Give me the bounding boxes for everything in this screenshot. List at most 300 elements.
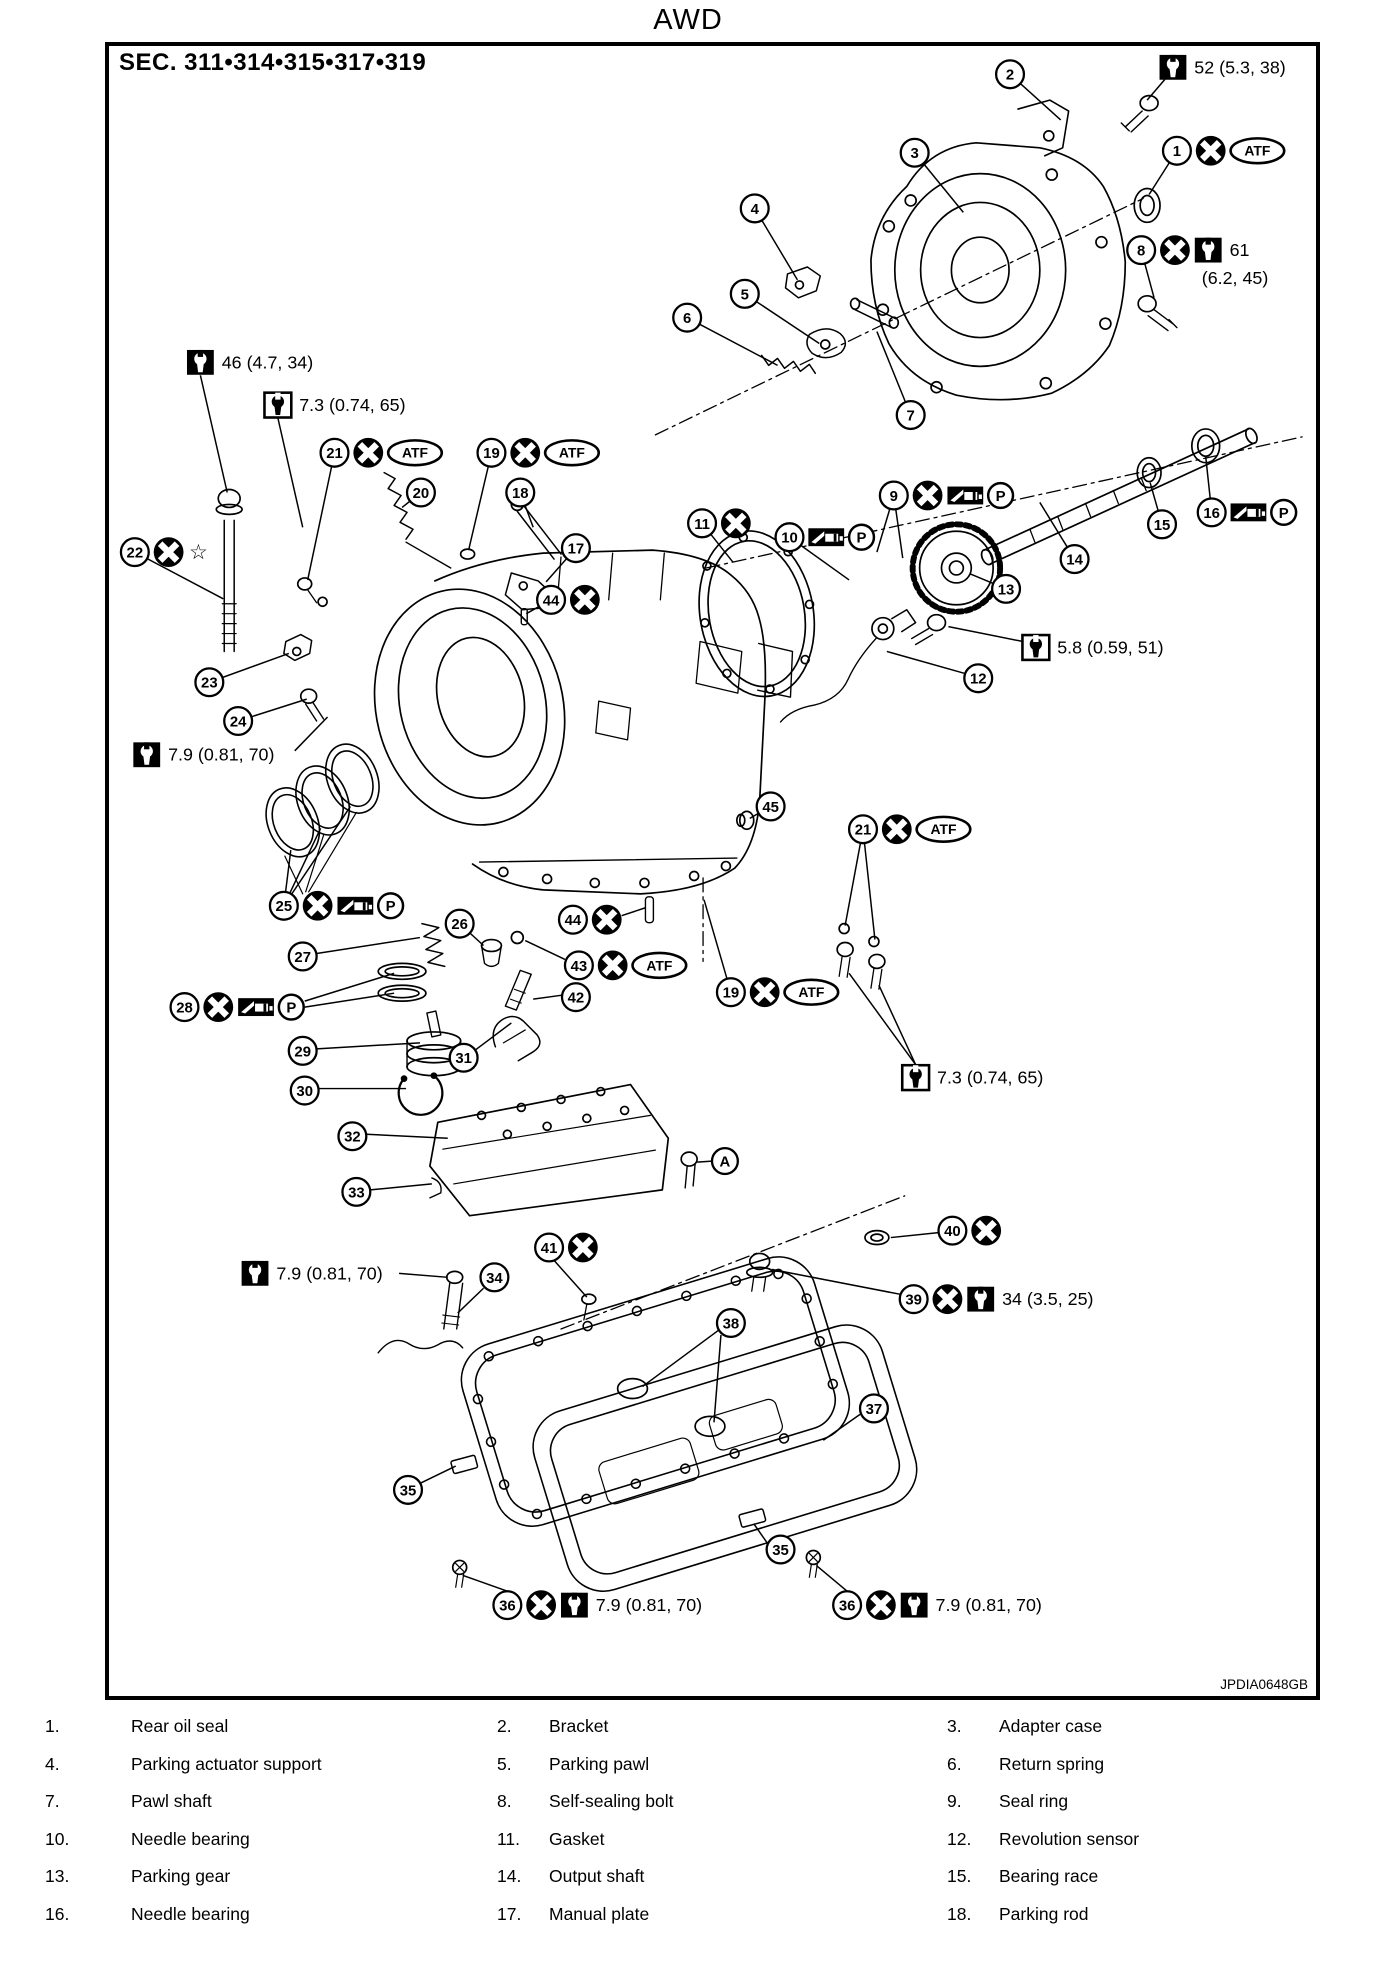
oil-pan	[524, 1316, 926, 1601]
callout-number	[880, 482, 908, 510]
svg-text:36: 36	[838, 1598, 856, 1615]
callout-number	[849, 815, 877, 843]
callout-number	[939, 1217, 967, 1245]
callout-number	[493, 1591, 521, 1619]
callout-number	[562, 534, 590, 562]
callout-number	[171, 993, 199, 1021]
callout-31	[450, 1023, 512, 1072]
leader-line	[200, 375, 227, 492]
callout-number	[394, 1476, 422, 1504]
callout-number	[1127, 236, 1155, 264]
atf-icon	[633, 953, 687, 978]
svg-text:38: 38	[722, 1316, 740, 1333]
torque-wrench-box-icon	[1022, 635, 1049, 660]
callout-43	[525, 941, 686, 981]
svg-text:44: 44	[542, 593, 560, 610]
svg-text:P: P	[286, 1000, 297, 1017]
callout-35	[394, 1466, 456, 1504]
callout-number	[897, 401, 925, 429]
callout-number	[535, 1234, 563, 1262]
leader-line	[622, 908, 646, 916]
callout-38	[642, 1309, 744, 1422]
torque-spec-text: 7.9 (0.81, 70)	[595, 1595, 703, 1616]
torque-wrench-icon	[967, 1287, 994, 1312]
part-number: 12.	[947, 1828, 972, 1849]
svg-text:13: 13	[997, 582, 1015, 599]
torque-wrench-icon	[133, 742, 160, 767]
torque-spec-text: 34 (3.5, 25)	[1002, 1289, 1094, 1310]
small-fittings	[298, 549, 475, 606]
callout-number	[121, 538, 149, 566]
part-name: Output shaft	[549, 1866, 645, 1887]
svg-text:14: 14	[1066, 552, 1083, 569]
svg-text:ATF: ATF	[1244, 142, 1271, 159]
callout-39	[772, 1269, 1094, 1314]
leader-line	[533, 995, 562, 999]
part-name: Needle bearing	[131, 1903, 250, 1924]
callout-35	[754, 1524, 795, 1564]
part-item	[447, 1716, 897, 1754]
svg-text:ATF: ATF	[798, 984, 825, 1001]
leader-line	[525, 941, 565, 960]
output-shaft	[979, 427, 1259, 567]
leader-line	[308, 453, 335, 580]
callout-22	[121, 537, 223, 599]
svg-text:45: 45	[762, 799, 779, 816]
part-number: 9.	[947, 1791, 962, 1812]
svg-text:4: 4	[750, 201, 759, 218]
torque-spec-text: 7.9 (0.81, 70)	[276, 1263, 383, 1284]
torque-spec-text: (6.2, 45)	[1201, 267, 1269, 288]
svg-text:29: 29	[294, 1044, 312, 1061]
replace-icon	[866, 1590, 896, 1620]
svg-text:30: 30	[296, 1084, 313, 1101]
replace-icon	[721, 508, 751, 538]
svg-text:P: P	[1278, 505, 1289, 522]
callout-30	[291, 1077, 406, 1105]
replace-icon	[570, 585, 600, 615]
replace-icon	[750, 977, 780, 1007]
svg-text:P: P	[385, 899, 396, 916]
part-number: 7.	[45, 1791, 60, 1812]
callout-number	[900, 1285, 928, 1313]
svg-text:ATF: ATF	[930, 821, 957, 838]
svg-text:10: 10	[781, 530, 798, 547]
atf-icon	[917, 817, 971, 842]
leader-line	[849, 973, 916, 1064]
bearing-race	[1137, 458, 1161, 488]
callout-number	[964, 664, 992, 692]
part-number: 13.	[45, 1866, 70, 1887]
leader-line	[863, 829, 875, 939]
callout-1	[1149, 136, 1284, 195]
callout-number	[565, 951, 593, 979]
part-number: 10.	[45, 1828, 70, 1849]
part-name: Revolution sensor	[999, 1828, 1140, 1849]
part-item	[447, 1754, 897, 1792]
callout-2	[996, 60, 1061, 120]
atf-icon	[785, 980, 839, 1005]
part-number: 5.	[497, 1753, 512, 1774]
part-number: 18.	[947, 1903, 972, 1924]
part-item	[897, 1829, 1376, 1867]
leader-line	[476, 1023, 512, 1050]
callout-7	[877, 332, 925, 429]
callout-A	[697, 1148, 738, 1174]
part-item	[897, 1904, 1376, 1942]
part-number: 8.	[497, 1791, 512, 1812]
atf-icon	[388, 440, 442, 465]
callout-44	[526, 585, 600, 615]
callout-44	[559, 905, 645, 935]
callout-number	[270, 892, 298, 920]
callout-21	[308, 438, 442, 580]
callout-16	[1198, 457, 1296, 527]
callout-number	[996, 60, 1024, 88]
replace-icon	[933, 1284, 963, 1314]
torque-spec-text: 5.8 (0.59, 51)	[1057, 637, 1164, 658]
rear-oil-seal	[1134, 189, 1160, 223]
svg-text:8: 8	[1137, 243, 1146, 260]
torque-spec-text: 7.9 (0.81, 70)	[168, 744, 275, 765]
stud-and-nut	[216, 490, 242, 652]
svg-text:35: 35	[399, 1483, 417, 1500]
callout-number	[224, 707, 252, 735]
part-number: 4.	[45, 1753, 60, 1774]
part-number: 14.	[497, 1866, 522, 1887]
svg-text:19: 19	[722, 985, 740, 1002]
torque-wrench-icon	[1195, 238, 1222, 263]
svg-text:3: 3	[910, 146, 919, 163]
callout-27	[289, 938, 420, 971]
part-number: 6.	[947, 1753, 962, 1774]
part-number: 17.	[497, 1903, 522, 1924]
callout-37	[823, 1395, 888, 1441]
callout-18	[506, 479, 534, 528]
part-name: Self-sealing bolt	[549, 1791, 674, 1812]
replace-icon	[510, 438, 540, 468]
replace-icon	[1160, 235, 1190, 265]
callout-25	[270, 806, 403, 920]
figure-code: JPDIA0648GB	[1220, 1677, 1308, 1692]
callout-number	[321, 439, 349, 467]
torque-wrench-icon	[561, 1593, 588, 1618]
svg-text:16: 16	[1203, 505, 1220, 522]
o-rings	[256, 736, 388, 894]
svg-text:5: 5	[740, 287, 749, 304]
torque-wrench-icon	[901, 1593, 928, 1618]
replace-icon	[154, 537, 184, 567]
callout-number	[1163, 137, 1191, 165]
svg-text:20: 20	[412, 485, 430, 502]
callout-24	[224, 699, 306, 735]
part-number: 16.	[45, 1903, 70, 1924]
part-name: Adapter case	[999, 1716, 1103, 1736]
svg-text:36: 36	[499, 1598, 516, 1615]
callout-15	[1148, 483, 1176, 539]
part-item	[0, 1716, 447, 1754]
leader-line	[891, 1233, 939, 1238]
callout-letter	[712, 1148, 738, 1174]
svg-text:44: 44	[564, 913, 582, 930]
callout-number	[478, 439, 506, 467]
petroleum-jelly-icon	[1271, 500, 1296, 525]
page-title: AWD	[653, 4, 723, 36]
svg-text:9: 9	[889, 488, 898, 505]
callout-label	[948, 627, 1163, 660]
callout-45	[750, 793, 785, 821]
replace-icon	[971, 1216, 1001, 1246]
callout-number	[506, 479, 534, 507]
callout-29	[289, 1037, 420, 1065]
replace-icon	[598, 950, 628, 980]
replace-icon	[303, 891, 333, 921]
torque-spec-text: 7.3 (0.74, 65)	[937, 1067, 1044, 1088]
svg-text:15: 15	[1153, 517, 1171, 534]
callout-number	[767, 1536, 795, 1564]
svg-text:1: 1	[1172, 144, 1182, 161]
harness-and-bolt	[378, 1271, 462, 1352]
callout-number	[1061, 545, 1089, 573]
svg-text:ATF: ATF	[401, 444, 428, 461]
part-item	[447, 1904, 897, 1942]
part-item	[447, 1791, 897, 1829]
svg-text:23: 23	[201, 675, 218, 692]
part-number: 11.	[497, 1828, 521, 1849]
part-item	[897, 1866, 1376, 1904]
parking-pawl	[807, 329, 845, 358]
callout-number	[717, 978, 745, 1006]
atf-icon	[1231, 138, 1285, 163]
axis-line	[655, 198, 1146, 434]
callout-28	[171, 973, 395, 1022]
callout-23	[195, 653, 288, 696]
callout-11	[688, 508, 751, 562]
callout-number	[291, 1077, 319, 1105]
svg-text:24: 24	[229, 714, 247, 731]
bolt	[1121, 96, 1158, 132]
svg-text:35: 35	[772, 1542, 789, 1559]
torque-spec-text: 7.3 (0.74, 65)	[299, 395, 406, 416]
svg-text:34: 34	[486, 1270, 503, 1287]
replace-icon	[913, 481, 943, 511]
svg-text:P: P	[856, 530, 867, 547]
svg-text:41: 41	[540, 1240, 558, 1257]
callout-19	[704, 900, 838, 1007]
leader-line	[687, 318, 777, 366]
callout-33	[342, 1178, 431, 1206]
svg-text:11: 11	[694, 516, 710, 533]
callout-number	[833, 1591, 861, 1619]
callout-number	[901, 139, 929, 167]
leader-line	[816, 1565, 847, 1591]
select-thickness-icon	[238, 998, 274, 1016]
pan-details	[451, 1231, 889, 1588]
callout-number	[673, 304, 701, 332]
callout-36	[816, 1565, 1042, 1620]
callout-number	[481, 1263, 509, 1291]
part-name: Gasket	[549, 1828, 605, 1849]
leader-line	[554, 1260, 587, 1297]
replace-icon	[568, 1233, 598, 1263]
leader-line	[305, 993, 394, 1007]
callout-20	[402, 479, 435, 508]
svg-text:28: 28	[176, 1000, 193, 1017]
accumulator-parts	[378, 924, 460, 1115]
callout-10	[776, 523, 874, 580]
select-thickness-icon	[337, 897, 373, 915]
petroleum-jelly-icon	[988, 483, 1013, 508]
svg-text:31: 31	[455, 1051, 472, 1068]
callout-number	[338, 1122, 366, 1150]
diagram-line-art	[216, 96, 1302, 1601]
callout-number	[860, 1395, 888, 1423]
callout-42	[533, 983, 590, 1011]
callout-number	[741, 194, 769, 222]
callout-34	[458, 1263, 509, 1313]
svg-text:21: 21	[326, 446, 343, 463]
callout-5	[731, 280, 819, 344]
svg-text:21: 21	[854, 822, 872, 839]
leader-line	[295, 717, 328, 751]
svg-text:17: 17	[567, 541, 585, 558]
callout-number	[776, 523, 804, 551]
control-valve-assembly	[430, 1085, 697, 1216]
part-name: Parking pawl	[549, 1753, 650, 1774]
callout-number	[289, 943, 317, 971]
svg-text:18: 18	[511, 485, 529, 502]
part-name: Bearing race	[999, 1866, 1099, 1887]
callout-number	[559, 906, 587, 934]
part-name: Bracket	[549, 1716, 609, 1736]
leader-line	[642, 1330, 718, 1387]
svg-text:12: 12	[969, 671, 987, 688]
part-name: Parking actuator support	[131, 1753, 322, 1774]
svg-text:ATF: ATF	[558, 444, 585, 461]
self-sealing-bolt	[1138, 296, 1177, 331]
callout-8	[1127, 235, 1268, 298]
diagram-annotations	[121, 55, 1296, 1620]
leader-line	[887, 651, 964, 673]
part-item	[897, 1791, 1376, 1829]
torque-wrench-icon	[1160, 55, 1187, 80]
part-item	[897, 1754, 1376, 1792]
callout-number	[537, 586, 565, 614]
part-name: Pawl shaft	[131, 1791, 212, 1812]
callout-26	[446, 910, 484, 946]
parking-rod	[511, 498, 561, 559]
leader-line	[317, 938, 420, 954]
callout-number	[992, 575, 1020, 603]
part-number: 3.	[947, 1716, 962, 1736]
part-number: 1.	[45, 1716, 60, 1736]
replace-icon	[592, 905, 622, 935]
callout-number	[450, 1044, 478, 1072]
replace-icon	[1196, 136, 1226, 166]
part-item	[897, 1716, 1376, 1754]
callout-36	[463, 1575, 702, 1620]
star-icon	[189, 541, 208, 564]
callout-number	[407, 479, 435, 507]
callout-number	[717, 1309, 745, 1337]
part-name: Return spring	[999, 1753, 1105, 1774]
adapter-case	[871, 143, 1125, 400]
part-name: Manual plate	[549, 1903, 650, 1924]
callout-40	[891, 1216, 1001, 1246]
callout-3	[901, 139, 964, 213]
torque-spec-text: 7.9 (0.81, 70)	[935, 1595, 1042, 1616]
section-header: SEC. 311•314•315•317•319	[119, 49, 427, 76]
leader-line	[399, 1273, 448, 1277]
part-item	[0, 1754, 447, 1792]
diagram-frame	[105, 42, 1320, 1700]
torque-wrench-box-icon	[902, 1065, 929, 1090]
parking-actuator-support	[786, 267, 821, 298]
select-thickness-icon	[1231, 503, 1267, 521]
callout-number	[342, 1178, 370, 1206]
callout-label	[1147, 55, 1286, 100]
svg-text:P: P	[995, 488, 1006, 505]
breather-bracket	[284, 635, 312, 661]
svg-text:22: 22	[126, 545, 144, 562]
atf-icon	[545, 440, 599, 465]
callout-number	[289, 1037, 317, 1065]
part-item	[0, 1866, 447, 1904]
select-thickness-icon	[808, 528, 844, 546]
part-number: 2.	[497, 1716, 512, 1736]
part-name: Needle bearing	[131, 1828, 250, 1849]
part-item	[447, 1866, 897, 1904]
callout-number	[446, 910, 474, 938]
svg-text:33: 33	[348, 1185, 365, 1202]
petroleum-jelly-icon	[378, 893, 403, 918]
part-name: Parking gear	[131, 1866, 231, 1887]
callout-12	[887, 651, 992, 692]
svg-text:39: 39	[905, 1292, 922, 1309]
svg-text:42: 42	[567, 990, 585, 1007]
svg-text:40: 40	[944, 1224, 961, 1241]
replace-icon	[526, 1590, 556, 1620]
svg-text:26: 26	[451, 917, 468, 934]
leader-line	[278, 418, 303, 527]
parking-gear	[913, 524, 1000, 611]
part-name: Parking rod	[999, 1903, 1089, 1924]
callout-number	[757, 793, 785, 821]
torque-spec-text: 52 (5.3, 38)	[1194, 57, 1286, 78]
replace-icon	[882, 814, 912, 844]
callout-number	[195, 668, 223, 696]
svg-text:ATF: ATF	[646, 957, 673, 974]
part-item	[0, 1791, 447, 1829]
callout-label	[849, 973, 1043, 1090]
svg-text:37: 37	[865, 1401, 883, 1418]
svg-text:☆: ☆	[189, 541, 208, 565]
svg-text:7: 7	[906, 408, 915, 425]
petroleum-jelly-icon	[279, 995, 304, 1020]
select-thickness-icon	[947, 487, 983, 505]
svg-text:25: 25	[275, 899, 293, 916]
leader-line	[421, 1466, 456, 1483]
part-name: Seal ring	[999, 1791, 1069, 1812]
callout-label	[242, 1261, 448, 1286]
callout-21	[845, 814, 970, 939]
part-item	[0, 1904, 447, 1942]
svg-text:27: 27	[294, 949, 312, 966]
svg-text:19: 19	[483, 446, 500, 463]
svg-text:A: A	[719, 1154, 731, 1171]
callout-32	[338, 1122, 447, 1150]
replace-icon	[353, 438, 383, 468]
